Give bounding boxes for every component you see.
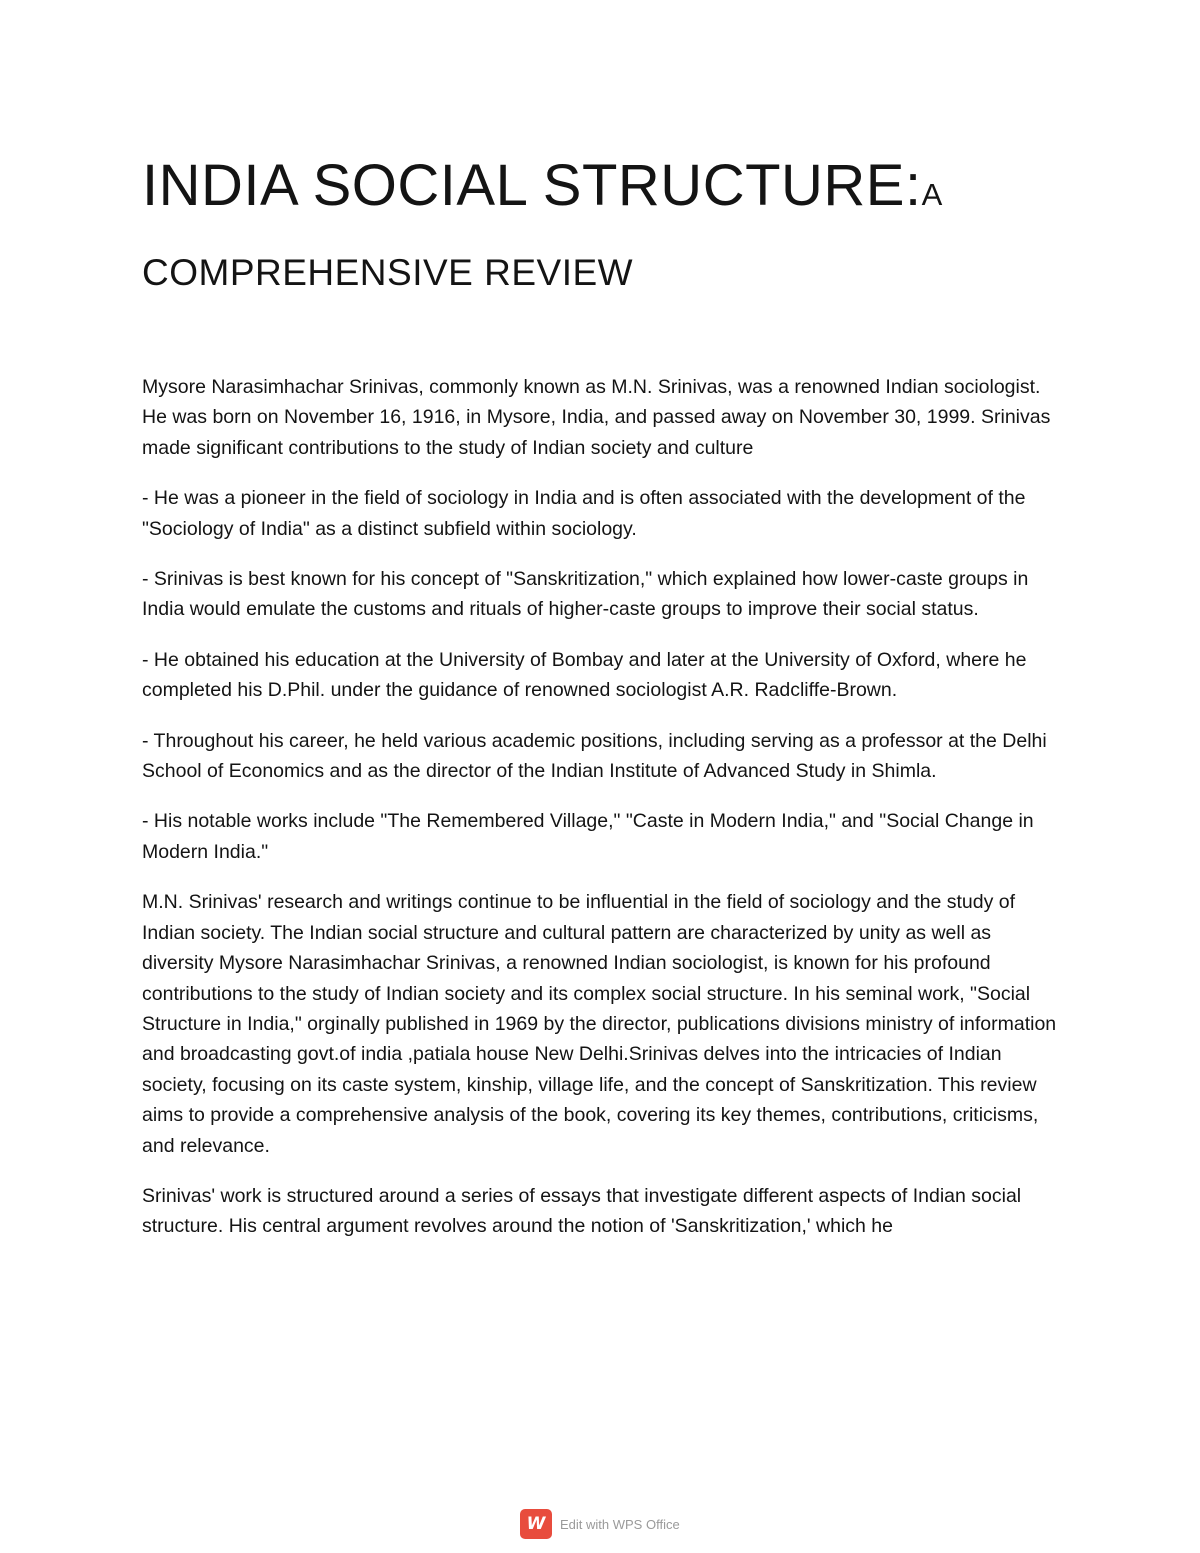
title-line-2: COMPREHENSIVE REVIEW (142, 252, 634, 293)
title-small-letter: A (921, 177, 943, 212)
wps-watermark[interactable] (520, 1508, 680, 1540)
paragraph-pioneer: - He was a pioneer in the field of sociology in India and is often associated with the development of the "Sociology of India" as a distinct subfield within sociology. (142, 487, 1026, 540)
paragraph-influence: M.N. Srinivas' research and writings continue to be influential in the field of sociology and the study of Indian society. The Indian social structure and cultural pattern are characterized by unity as well as diversity Mysore Narasimhachar Srinivas, a renowned Indian sociologist, is known for his profound contributions to the study of Indian society and its complex social structure. In his seminal work, "Social Structure in India," orginally published in 1969 by the director, publications divisions ministry of information and broadcasting govt.of india ,patiala house New Delhi.Srinivas delves into the intricacies of Indian society, focusing on its caste system, kinship, village life, and the concept of Sanskritization. This review aims to provide a comprehensive analysis of the book, covering its key themes, contributions, criticisms, and relevance. (142, 891, 1057, 1157)
paragraph-structure: Srinivas' work is structured around a series of essays that investigate different aspects of Indian social structure. His central argument revolves around the notion of 'Sanskritization,' which he (142, 1184, 1022, 1238)
wps-logo-icon: W (520, 1509, 552, 1539)
wps-watermark-text: Edit with WPS Office (560, 1516, 680, 1532)
paragraph-works: - His notable works include "The Remembered Village," "Caste in Modern India," and "Social Change in Modern India." (142, 810, 1034, 863)
paragraph-sanskritization: - Srinivas is best known for his concept of "Sanskritization," which explained how lower-caste groups in India would emulate the customs and rituals of higher-caste groups to improve their social status. (142, 568, 1029, 621)
paragraph-education: - He obtained his education at the University of Bombay and later at the University of Oxford, where he completed his D.Phil. under the guidance of renowned sociologist A.R. Radcliffe-Brown. (142, 648, 1027, 702)
paragraph-career: - Throughout his career, he held various academic positions, including serving as a professor at the Delhi School of Economics and as the director of the Indian Institute of Advanced Study in Shimla. (142, 729, 1047, 783)
document-body (142, 372, 1062, 1262)
paragraph-intro: Mysore Narasimhachar Srinivas, commonly known as M.N. Srinivas, was a renowned Indian sociologist. He was born on November 16, 1916, in Mysore, India, and passed away on November 30, 1999. Srinivas made significant contributions to the study of Indian society and culture (142, 376, 1051, 459)
title-main: INDIA SOCIAL STRUCTURE: (142, 153, 922, 218)
document-title (142, 150, 1102, 295)
title-line-1 (142, 150, 1102, 231)
